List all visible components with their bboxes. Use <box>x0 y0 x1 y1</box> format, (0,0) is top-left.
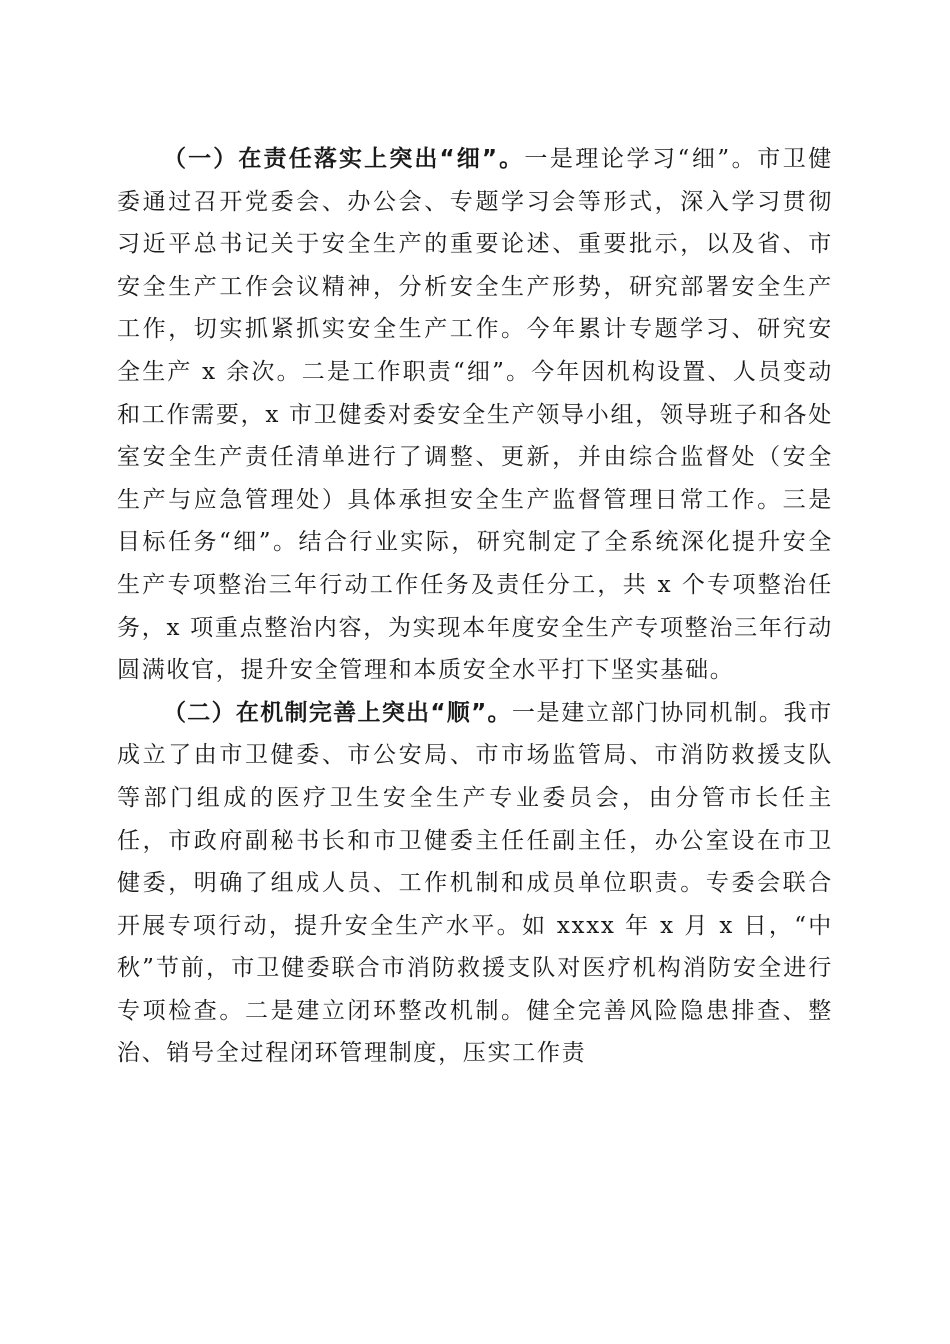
paragraph-mechanism <box>117 692 833 1075</box>
paragraph-text: 一是建立部门协同机制。我市成立了由市卫健委、市公安局、市市场监管局、市消防救援支队等部门组成的医疗卫生安全生产专业委员会，由分管市长任主任，市政府副秘书长和市卫健委主任任副主任，办公室设在市卫健委，明确了组成人员、工作机制和成员单位职责。专委会联合开展专项行动，提升安全生产水平。如 xxxx 年 x 月 x 日，“中秋”节前，市卫健委联合市消防救援支队对医疗机构消防安全进行专项检查。二是建立闭环整改机制。健全完善风险隐患排查、整治、销号全过程闭环管理制度，压实工作责 <box>117 699 833 1067</box>
document-body <box>117 138 833 1075</box>
paragraph-responsibility <box>117 138 833 692</box>
paragraph-heading: （一）在责任落实上突出“细”。 <box>163 146 525 172</box>
paragraph-heading: （二）在机制完善上突出“顺”。 <box>163 699 512 726</box>
paragraph-text: 一是理论学习“细”。市卫健委通过召开党委会、办公会、专题学习会等形式，深入学习贯彻习近平总书记关于安全生产的重要论述、重要批示，以及省、市安全生产工作会议精神，分析安全生产形势，研究部署安全生产工作，切实抓紧抓实安全生产工作。今年累计专题学习、研究安全生产 x 余次。二是工作职责“细”。今年因机构设置、人员变动和工作需要，x 市卫健委对委安全生产领导小组，领导班子和各处室安全生产责任清单进行了调整、更新，并由综合监督处（安全生产与应急管理处）具体承担安全生产监督管理日常工作。三是目标任务“细”。结合行业实际，研究制定了全系统深化提升安全生产专项整治三年行动工作任务及责任分工，共 x 个专项整治任务，x 项重点整治内容，为实现本年度安全生产专项整治三年行动圆满收官，提升安全管理和本质安全水平打下坚实基础。 <box>117 146 833 684</box>
